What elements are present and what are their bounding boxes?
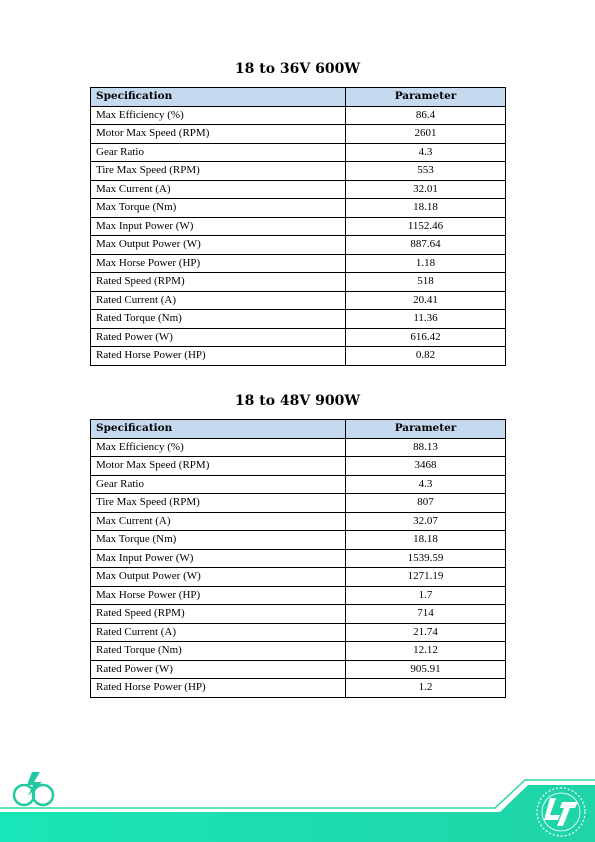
param-cell: 11.36	[346, 310, 506, 329]
table-row	[91, 254, 506, 273]
spec-cell: Tire Max Speed (RPM)	[91, 494, 346, 513]
footer-gradient-band	[0, 785, 595, 842]
spec-cell: Max Output Power (W)	[91, 236, 346, 255]
table-row	[91, 494, 506, 513]
spec-cell: Rated Power (W)	[91, 660, 346, 679]
spec-cell: Gear Ratio	[91, 475, 346, 494]
spec-cell: Rated Horse Power (HP)	[91, 347, 346, 366]
table-header-row	[91, 88, 506, 107]
table-row	[91, 199, 506, 218]
param-cell: 807	[346, 494, 506, 513]
table-row	[91, 586, 506, 605]
table-row	[91, 623, 506, 642]
table-title-600w: 18 to 36V 600W	[234, 61, 361, 77]
table-row	[91, 291, 506, 310]
spec-cell: Motor Max Speed (RPM)	[91, 457, 346, 476]
table-header-row	[91, 420, 506, 439]
table-row	[91, 549, 506, 568]
param-cell: 18.18	[346, 199, 506, 218]
spec-cell: Max Input Power (W)	[91, 217, 346, 236]
param-cell: 12.12	[346, 642, 506, 661]
spec-table-900w	[90, 419, 506, 698]
table-row	[91, 143, 506, 162]
spec-cell: Max Efficiency (%)	[91, 106, 346, 125]
table-row	[91, 568, 506, 587]
spec-cell: Max Input Power (W)	[91, 549, 346, 568]
param-cell: 1.18	[346, 254, 506, 273]
spec-cell: Rated Speed (RPM)	[91, 273, 346, 292]
table-row	[91, 162, 506, 181]
param-cell: 905.91	[346, 660, 506, 679]
param-cell: 887.64	[346, 236, 506, 255]
footer-accent-line	[0, 780, 595, 808]
header-parameter: Parameter	[346, 88, 506, 107]
spec-cell: Max Torque (Nm)	[91, 199, 346, 218]
table-row	[91, 642, 506, 661]
param-cell: 18.18	[346, 531, 506, 550]
spec-cell: Rated Current (A)	[91, 291, 346, 310]
table-row	[91, 531, 506, 550]
spec-cell: Max Current (A)	[91, 180, 346, 199]
spec-table-600w	[90, 87, 506, 366]
param-cell: 714	[346, 605, 506, 624]
table-row	[91, 512, 506, 531]
table-row	[91, 273, 506, 292]
table-row	[91, 679, 506, 698]
table-row	[91, 106, 506, 125]
param-cell: 0.82	[346, 347, 506, 366]
table-row	[91, 310, 506, 329]
table-title-900w: 18 to 48V 900W	[234, 393, 361, 409]
param-cell: 2601	[346, 125, 506, 144]
spec-cell: Max Output Power (W)	[91, 568, 346, 587]
param-cell: 32.01	[346, 180, 506, 199]
spec-cell: Rated Speed (RPM)	[91, 605, 346, 624]
param-cell: 4.3	[346, 475, 506, 494]
spec-cell: Rated Torque (Nm)	[91, 642, 346, 661]
footer-band	[0, 760, 595, 842]
spec-cell: Rated Power (W)	[91, 328, 346, 347]
table-row	[91, 347, 506, 366]
table-row	[91, 660, 506, 679]
param-cell: 1539.59	[346, 549, 506, 568]
spec-cell: Tire Max Speed (RPM)	[91, 162, 346, 181]
spec-cell: Motor Max Speed (RPM)	[91, 125, 346, 144]
header-parameter: Parameter	[346, 420, 506, 439]
param-cell: 32.07	[346, 512, 506, 531]
param-cell: 20.41	[346, 291, 506, 310]
table-row	[91, 217, 506, 236]
table-row	[91, 180, 506, 199]
table-row	[91, 236, 506, 255]
param-cell: 1.2	[346, 679, 506, 698]
table-row	[91, 328, 506, 347]
param-cell: 518	[346, 273, 506, 292]
spec-cell: Max Efficiency (%)	[91, 438, 346, 457]
param-cell: 86.4	[346, 106, 506, 125]
spec-cell: Gear Ratio	[91, 143, 346, 162]
spec-cell: Max Horse Power (HP)	[91, 254, 346, 273]
table-row	[91, 457, 506, 476]
spec-cell: Rated Current (A)	[91, 623, 346, 642]
table-row	[91, 438, 506, 457]
param-cell: 616.42	[346, 328, 506, 347]
spec-cell: Rated Horse Power (HP)	[91, 679, 346, 698]
param-cell: 1152.46	[346, 217, 506, 236]
param-cell: 553	[346, 162, 506, 181]
table-row	[91, 125, 506, 144]
param-cell: 21.74	[346, 623, 506, 642]
spec-cell: Max Horse Power (HP)	[91, 586, 346, 605]
param-cell: 1.7	[346, 586, 506, 605]
param-cell: 3468	[346, 457, 506, 476]
spec-cell: Max Torque (Nm)	[91, 531, 346, 550]
table-row	[91, 475, 506, 494]
param-cell: 4.3	[346, 143, 506, 162]
bike-lightning-logo-icon	[14, 772, 53, 805]
param-cell: 88.13	[346, 438, 506, 457]
header-specification: Specification	[91, 88, 346, 107]
spec-cell: Rated Torque (Nm)	[91, 310, 346, 329]
spec-cell: Max Current (A)	[91, 512, 346, 531]
table-row	[91, 605, 506, 624]
param-cell: 1271.19	[346, 568, 506, 587]
header-specification: Specification	[91, 420, 346, 439]
